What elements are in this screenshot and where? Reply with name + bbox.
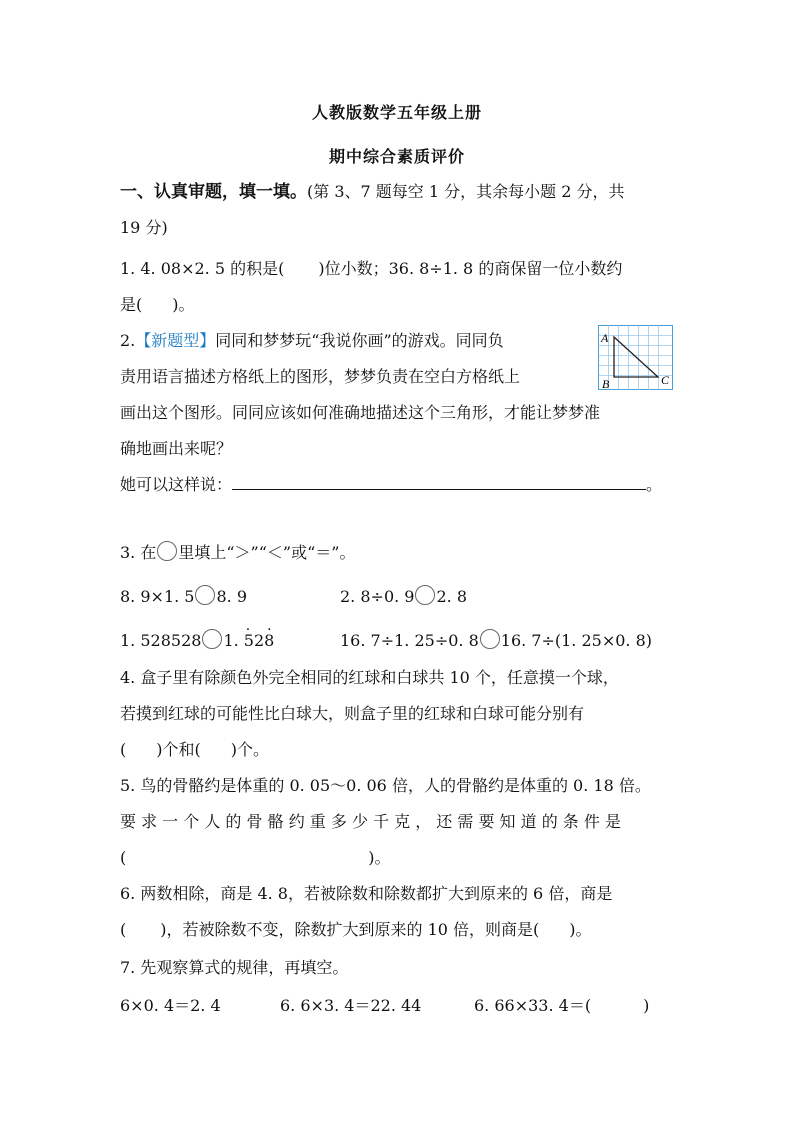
page-title: 人教版数学五年级上册 bbox=[311, 103, 482, 122]
q3-expr-4-left: 16. 7÷1. 25÷0. 8 bbox=[340, 631, 479, 650]
question-2-line-5 bbox=[120, 473, 662, 497]
question-2-line-2: 责用语言描述方格纸上的图形，梦梦负责在空白方格纸上 bbox=[120, 367, 521, 386]
question-3-line-1 bbox=[120, 541, 355, 565]
q3-expr-2-right: 2. 8 bbox=[436, 587, 467, 606]
vertex-label-b: B bbox=[602, 377, 610, 391]
q5-text-d: )。 bbox=[368, 848, 391, 867]
q6-text-b: ( bbox=[120, 920, 127, 939]
repeating-digit-start: . 5 bbox=[244, 629, 254, 653]
q2-answer-blank[interactable] bbox=[232, 473, 646, 490]
q1-blank-2[interactable] bbox=[142, 294, 172, 310]
section-heading: 一、认真审题，填一填。 bbox=[120, 182, 307, 202]
q6-text-d: )。 bbox=[569, 920, 592, 939]
section-note: (第 3、7 题每空 1 分，其余每小题 2 分，共 bbox=[307, 182, 625, 201]
question-3-row-1b bbox=[340, 585, 467, 609]
compare-circle-2[interactable] bbox=[415, 585, 435, 605]
q4-text-e: )个。 bbox=[230, 740, 269, 759]
q5-blank[interactable] bbox=[126, 847, 368, 863]
new-question-type-tag: 【新题型】 bbox=[135, 331, 216, 350]
q3-expr-2-left: 2. 8÷0. 9 bbox=[340, 587, 415, 606]
question-3-row-2b bbox=[340, 629, 652, 653]
q4-text-c: ( bbox=[120, 740, 127, 759]
question-6-line-2 bbox=[120, 918, 592, 942]
question-2-line-4: 确地画出来呢？ bbox=[120, 439, 233, 458]
q3-text-b: 里填上“＞”“＜”或“＝”。 bbox=[178, 543, 356, 562]
q6-text-c: )，若被除数不变，除数扩大到原来的 10 倍，则商是( bbox=[160, 920, 540, 939]
triangle-grid-figure bbox=[598, 325, 676, 391]
question-3-row-1a bbox=[120, 585, 247, 609]
q2-period: 。 bbox=[646, 475, 663, 494]
question-7-line-1: 7. 先观察算式的规律，再填空。 bbox=[120, 958, 349, 977]
q4-text-d: )个和( bbox=[156, 740, 201, 759]
section-note-cont: 19 分) bbox=[120, 218, 168, 237]
q3-text-a: 3. 在 bbox=[120, 543, 157, 562]
question-1-line-2 bbox=[120, 293, 195, 317]
q7-expr-1: 6×0. 4＝2. 4 bbox=[120, 996, 221, 1015]
q7-expr-3: 6. 66×33. 4＝( bbox=[474, 996, 592, 1015]
q7-expr-2: 6. 6×3. 4＝22. 44 bbox=[280, 996, 422, 1015]
q3-expr-1-right: 8. 9 bbox=[216, 587, 247, 606]
q4-blank-white[interactable] bbox=[201, 739, 231, 755]
q1-text-a: 1. 4. 08×2. 5 的积是( bbox=[120, 259, 285, 278]
q6-blank-1[interactable] bbox=[126, 919, 160, 935]
compare-circle-3[interactable] bbox=[202, 629, 222, 649]
q7-blank[interactable] bbox=[591, 995, 643, 1011]
question-5-line-3 bbox=[120, 846, 391, 870]
question-5-line-2: 要 求 一 个 人 的 骨 骼 约 重 多 少 千 克 ， 还 需 要 知 道 的 条 件 是 bbox=[120, 812, 621, 831]
question-4-line-2: 若摸到红球的可能性比白球大，则盒子里的红球和白球可能分别有 bbox=[120, 704, 585, 723]
repeating-digit-mid: 2 bbox=[253, 631, 265, 650]
q2-answer-prompt: 她可以这样说： bbox=[120, 475, 233, 494]
question-5-line-1: 5. 鸟的骨骼约是体重的 0. 05～0. 06 倍，人的骨骼约是体重的 0. 18 倍。 bbox=[120, 776, 651, 795]
question-3-row-2a bbox=[120, 629, 274, 653]
q7-expr-3-line bbox=[474, 994, 649, 1018]
q5-text-c: ( bbox=[120, 848, 127, 867]
q1-text-d: )。 bbox=[172, 295, 195, 314]
q3-expr-3-left: 1. 528528 bbox=[120, 631, 202, 650]
question-2-line-1 bbox=[120, 329, 504, 353]
q1-text-b: )位小数；36. 8÷1. 8 的商保留一位小数约 bbox=[318, 259, 623, 278]
q2-number: 2. bbox=[120, 331, 136, 350]
question-2-line-3: 画出这个图形。同同应该如何准确地描述这个三角形，才能让梦梦准 bbox=[120, 403, 601, 422]
q2-text-a: 同同和梦梦玩“我说你画”的游戏。同同负 bbox=[215, 331, 504, 350]
section-heading-line bbox=[120, 180, 624, 204]
q1-blank-1[interactable] bbox=[284, 258, 318, 274]
question-1-line-1 bbox=[120, 257, 622, 281]
compare-circle-1[interactable] bbox=[195, 585, 215, 605]
repeating-digit-end: . 8 bbox=[264, 629, 274, 653]
question-4-line-3 bbox=[120, 738, 269, 762]
q4-blank-red[interactable] bbox=[126, 739, 156, 755]
compare-circle-4[interactable] bbox=[480, 629, 500, 649]
q7-expr-3-end: ) bbox=[643, 996, 650, 1015]
vertex-label-c: C bbox=[661, 373, 670, 387]
q3-expr-4-right: 16. 7÷(1. 25×0. 8) bbox=[500, 631, 653, 650]
question-6-line-1: 6. 两数相除，商是 4. 8，若被除数和除数都扩大到原来的 6 倍，商是 bbox=[120, 884, 613, 903]
vertex-label-a: A bbox=[601, 331, 609, 345]
q3-expr-3-right-int: 1. bbox=[223, 631, 244, 650]
q6-blank-2[interactable] bbox=[539, 919, 569, 935]
question-4-line-1: 4. 盒子里有除颜色外完全相同的红球和白球共 10 个，任意摸一个球， bbox=[120, 668, 619, 687]
compare-circle-example bbox=[157, 541, 177, 561]
page-subtitle: 期中综合素质评价 bbox=[328, 147, 465, 166]
q1-text-c: 是( bbox=[120, 295, 143, 314]
q3-expr-1-left: 8. 9×1. 5 bbox=[120, 587, 195, 606]
